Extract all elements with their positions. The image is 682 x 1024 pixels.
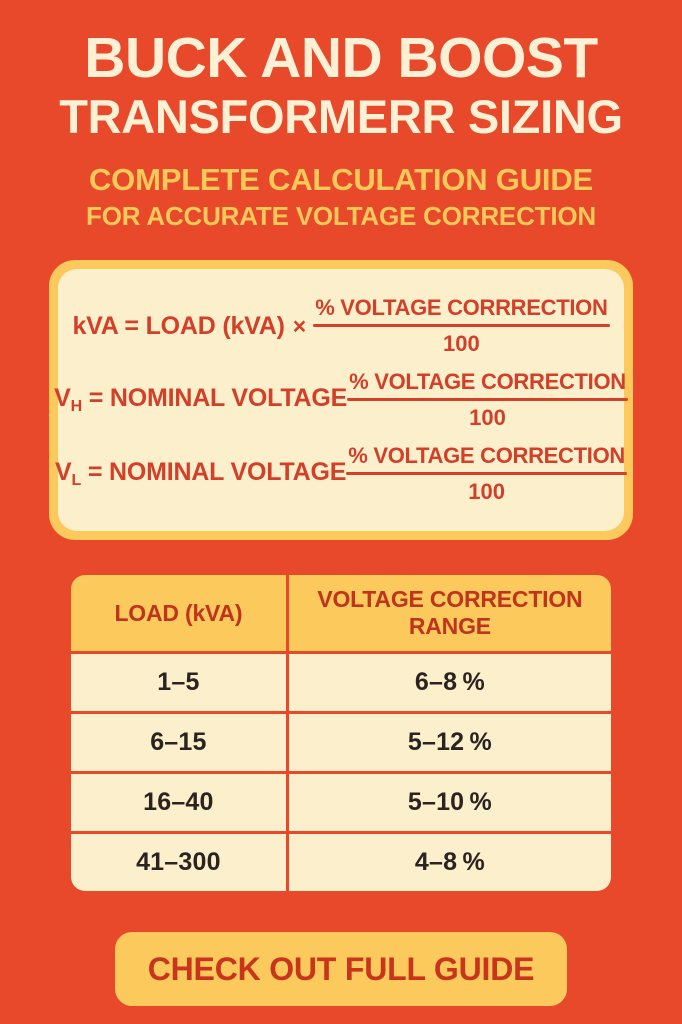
formula-kva-denominator: 100 (443, 331, 480, 357)
formula-kva-numerator: % VOLTAGE CORRRECTION (315, 295, 608, 321)
formula-vh-numerator: % VOLTAGE CORRECTION (349, 369, 626, 395)
formula-row-kva (58, 295, 624, 357)
fraction-bar (313, 324, 609, 327)
table-cell-load: 41–300 (71, 834, 286, 891)
formula-vl-text: = NOMINAL VOLTAGE (87, 458, 347, 487)
formula-vl-lhs (55, 458, 346, 490)
table-cell-range: 6–8 % (289, 654, 611, 711)
table-cell-load: 1–5 (71, 654, 286, 711)
page-title-line1: BUCK AND BOOST (84, 26, 598, 90)
formula-row-vl (55, 443, 625, 505)
table-cell-range: 4–8 % (289, 834, 611, 891)
formula-vl-subscript: L (71, 472, 82, 490)
table-row (71, 654, 611, 711)
formula-card-inner (54, 269, 626, 531)
multiplication-sign: × (292, 312, 307, 339)
formula-vh-symbol: V (54, 384, 71, 413)
table-header-row (71, 575, 611, 651)
formula-vh-lhs (54, 384, 347, 416)
sizing-table-container (68, 572, 614, 894)
table-header-range (289, 575, 611, 651)
formula-kva-fraction (313, 295, 609, 357)
formula-vh-subscript: H (70, 398, 82, 416)
formula-vl-denominator: 100 (468, 479, 505, 505)
header (0, 0, 682, 232)
formula-vl-numerator: % VOLTAGE CORRECTION (348, 443, 625, 469)
table-cell-range: 5–12 % (289, 714, 611, 771)
table-header-range-line2: RANGE (408, 613, 491, 640)
sizing-table (68, 572, 614, 894)
formula-vh-text: = NOMINAL VOLTAGE (88, 384, 348, 413)
formula-vl-symbol: V (55, 458, 72, 487)
formula-vh-denominator: 100 (469, 405, 506, 431)
fraction-bar (347, 398, 628, 401)
table-header-load: LOAD (kVA) (71, 575, 286, 651)
table-header-range-line1: VOLTAGE CORRECTION (317, 586, 583, 613)
table-cell-load: 16–40 (71, 774, 286, 831)
table-row (71, 774, 611, 831)
check-out-full-guide-button[interactable]: CHECK OUT FULL GUIDE (115, 932, 567, 1006)
fraction-bar (346, 472, 627, 475)
subtitle-secondary: FOR ACCURATE VOLTAGE CORRECTION (86, 201, 596, 232)
formula-row-vh (54, 369, 626, 431)
subtitle-primary: COMPLETE CALCULATION GUIDE (89, 161, 593, 197)
page-title-line2: TRANSFORMERR SIZING (59, 90, 623, 143)
table-row (71, 714, 611, 771)
formula-kva-lhs: kVA = LOAD (kVA) (72, 311, 285, 340)
formula-vh-fraction (347, 369, 628, 431)
table-row (71, 834, 611, 891)
formula-card (49, 260, 633, 540)
table-cell-load: 6–15 (71, 714, 286, 771)
table-cell-range: 5–10 % (289, 774, 611, 831)
formula-vl-fraction (346, 443, 627, 505)
